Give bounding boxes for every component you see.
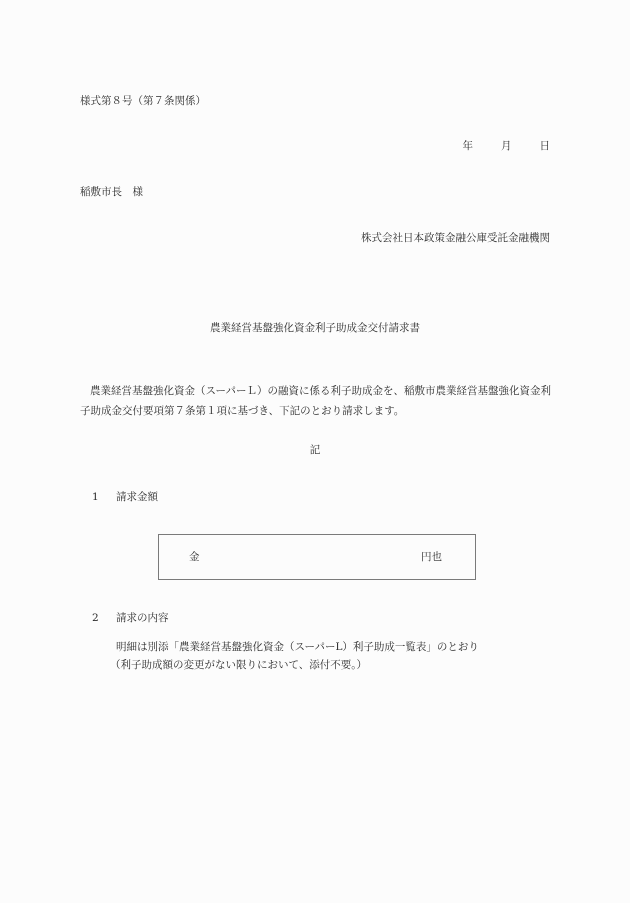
body-paragraph: 農業経営基盤強化資金（スーパーＬ）の融資に係る利子助成金を、稲敷市農業経営基盤強化資金利子助成金交付要項第７条第１項に基づき、下記のとおり請求します。 bbox=[80, 385, 551, 417]
date-month-label: 月 bbox=[501, 140, 512, 152]
amount-prefix: 金 bbox=[189, 551, 200, 563]
section-number: 2 bbox=[92, 612, 99, 624]
date-year-label: 年 bbox=[462, 140, 473, 152]
form-number: 様式第８号（第７条関係） bbox=[80, 95, 206, 107]
ki-heading: 記 bbox=[309, 444, 321, 456]
section-number: 1 bbox=[92, 491, 99, 503]
detail-line-2: （利子助成額の変更がない限りにおいて、添付不要。） bbox=[110, 659, 368, 671]
detail-line-1: 明細は別添「農業経営基盤強化資金（スーパーL）利子助成一覧表」のとおり bbox=[116, 641, 479, 653]
date-line bbox=[463, 141, 551, 152]
section-heading: 請求の内容 bbox=[116, 612, 169, 624]
date-day-label: 日 bbox=[539, 140, 550, 152]
amount-box[interactable] bbox=[158, 534, 476, 580]
addressee: 稲敷市長 様 bbox=[80, 186, 143, 198]
requester: 株式会社日本政策金融公庫受託金融機関 bbox=[361, 232, 550, 244]
amount-suffix: 円也 bbox=[421, 551, 442, 563]
section-request-amount bbox=[92, 492, 158, 503]
section-heading: 請求金額 bbox=[116, 491, 158, 503]
document-title: 農業経営基盤強化資金利子助成金交付請求書 bbox=[210, 322, 420, 334]
section-request-content bbox=[92, 613, 169, 624]
